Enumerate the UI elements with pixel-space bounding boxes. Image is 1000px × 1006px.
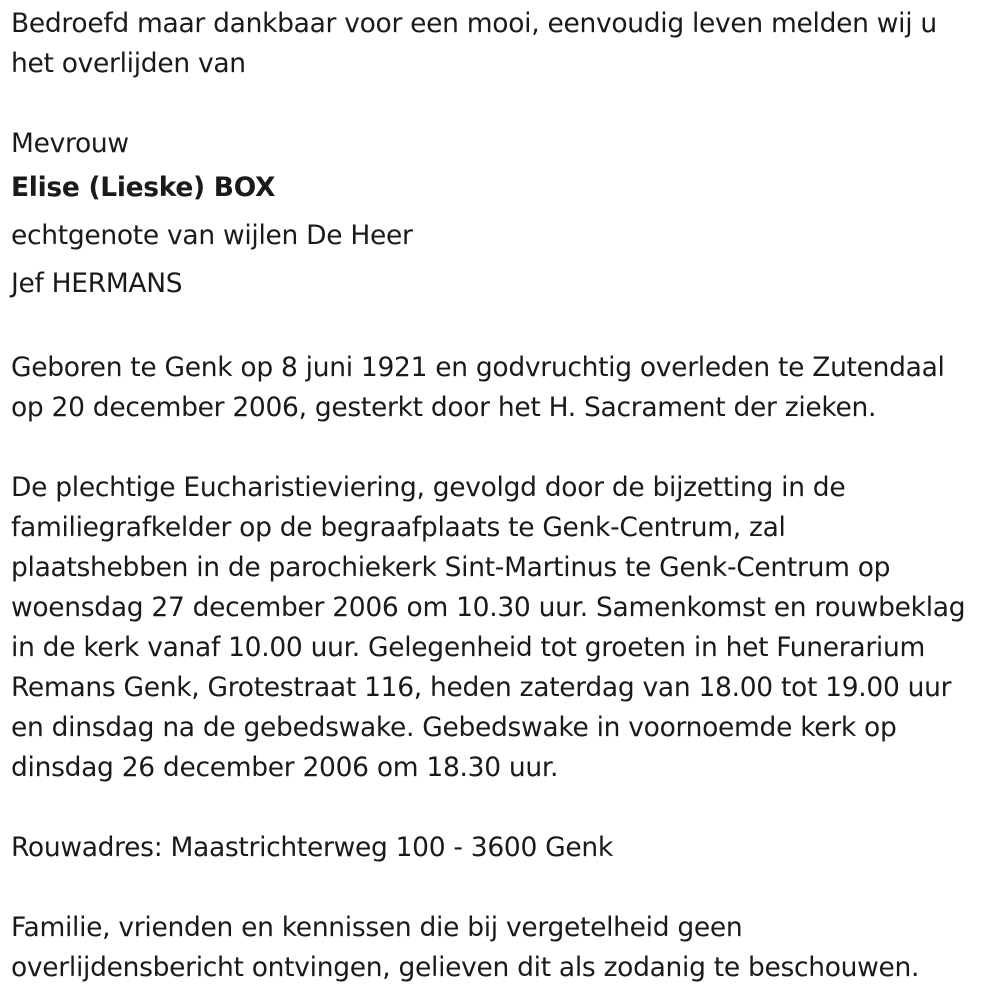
deceased-title: Mevrouw (11, 128, 129, 159)
deceased-relation: echtgenote van wijlen De Heer (11, 220, 413, 251)
mourning-address: Rouwadres: Maastrichterweg 100 - 3600 Genk (11, 832, 613, 863)
address-paragraph (11, 828, 996, 868)
intro-line: Bedroefd maar dankbaar voor een mooi, eenvoudig leven melden wij u (11, 8, 937, 39)
spouse-name: Jef HERMANS (11, 268, 183, 299)
obituary-document (11, 4, 996, 988)
ceremony-line: dinsdag 26 december 2006 om 18.30 uur. (11, 752, 559, 783)
closing-line: Familie, vrienden en kennissen die bij vergetelheid geen (11, 912, 743, 943)
deceased-name: Elise (Lieske) BOX (11, 172, 276, 203)
ceremony-line: woensdag 27 december 2006 om 10.30 uur. Samenkomst en rouwbeklag (11, 592, 966, 623)
ceremony-line: en dinsdag na de gebedswake. Gebedswake in voornoemde kerk op (11, 712, 897, 743)
ceremony-line: Remans Genk, Grotestraat 116, heden zaterdag van 18.00 tot 19.00 uur (11, 672, 952, 703)
closing-paragraph (11, 908, 996, 988)
ceremony-paragraph (11, 468, 996, 788)
birth-death-paragraph (11, 348, 996, 428)
birth-death-line: op 20 december 2006, gesterkt door het H. Sacrament der zieken. (11, 392, 877, 423)
ceremony-line: familiegrafkelder op de begraafplaats te Genk-Centrum, zal (11, 512, 786, 543)
intro-paragraph (11, 4, 996, 84)
ceremony-line: plaatshebben in de parochiekerk Sint-Martinus te Genk-Centrum op (11, 552, 891, 583)
intro-line: het overlijden van (11, 48, 246, 79)
deceased-block (11, 124, 996, 308)
closing-line: overlijdensbericht ontvingen, gelieven dit als zodanig te beschouwen. (11, 952, 920, 983)
ceremony-line: De plechtige Eucharistieviering, gevolgd door de bijzetting in de (11, 472, 846, 503)
ceremony-line: in de kerk vanaf 10.00 uur. Gelegenheid tot groeten in het Funerarium (11, 632, 925, 663)
birth-death-line: Geboren te Genk op 8 juni 1921 en godvruchtig overleden te Zutendaal (11, 352, 945, 383)
